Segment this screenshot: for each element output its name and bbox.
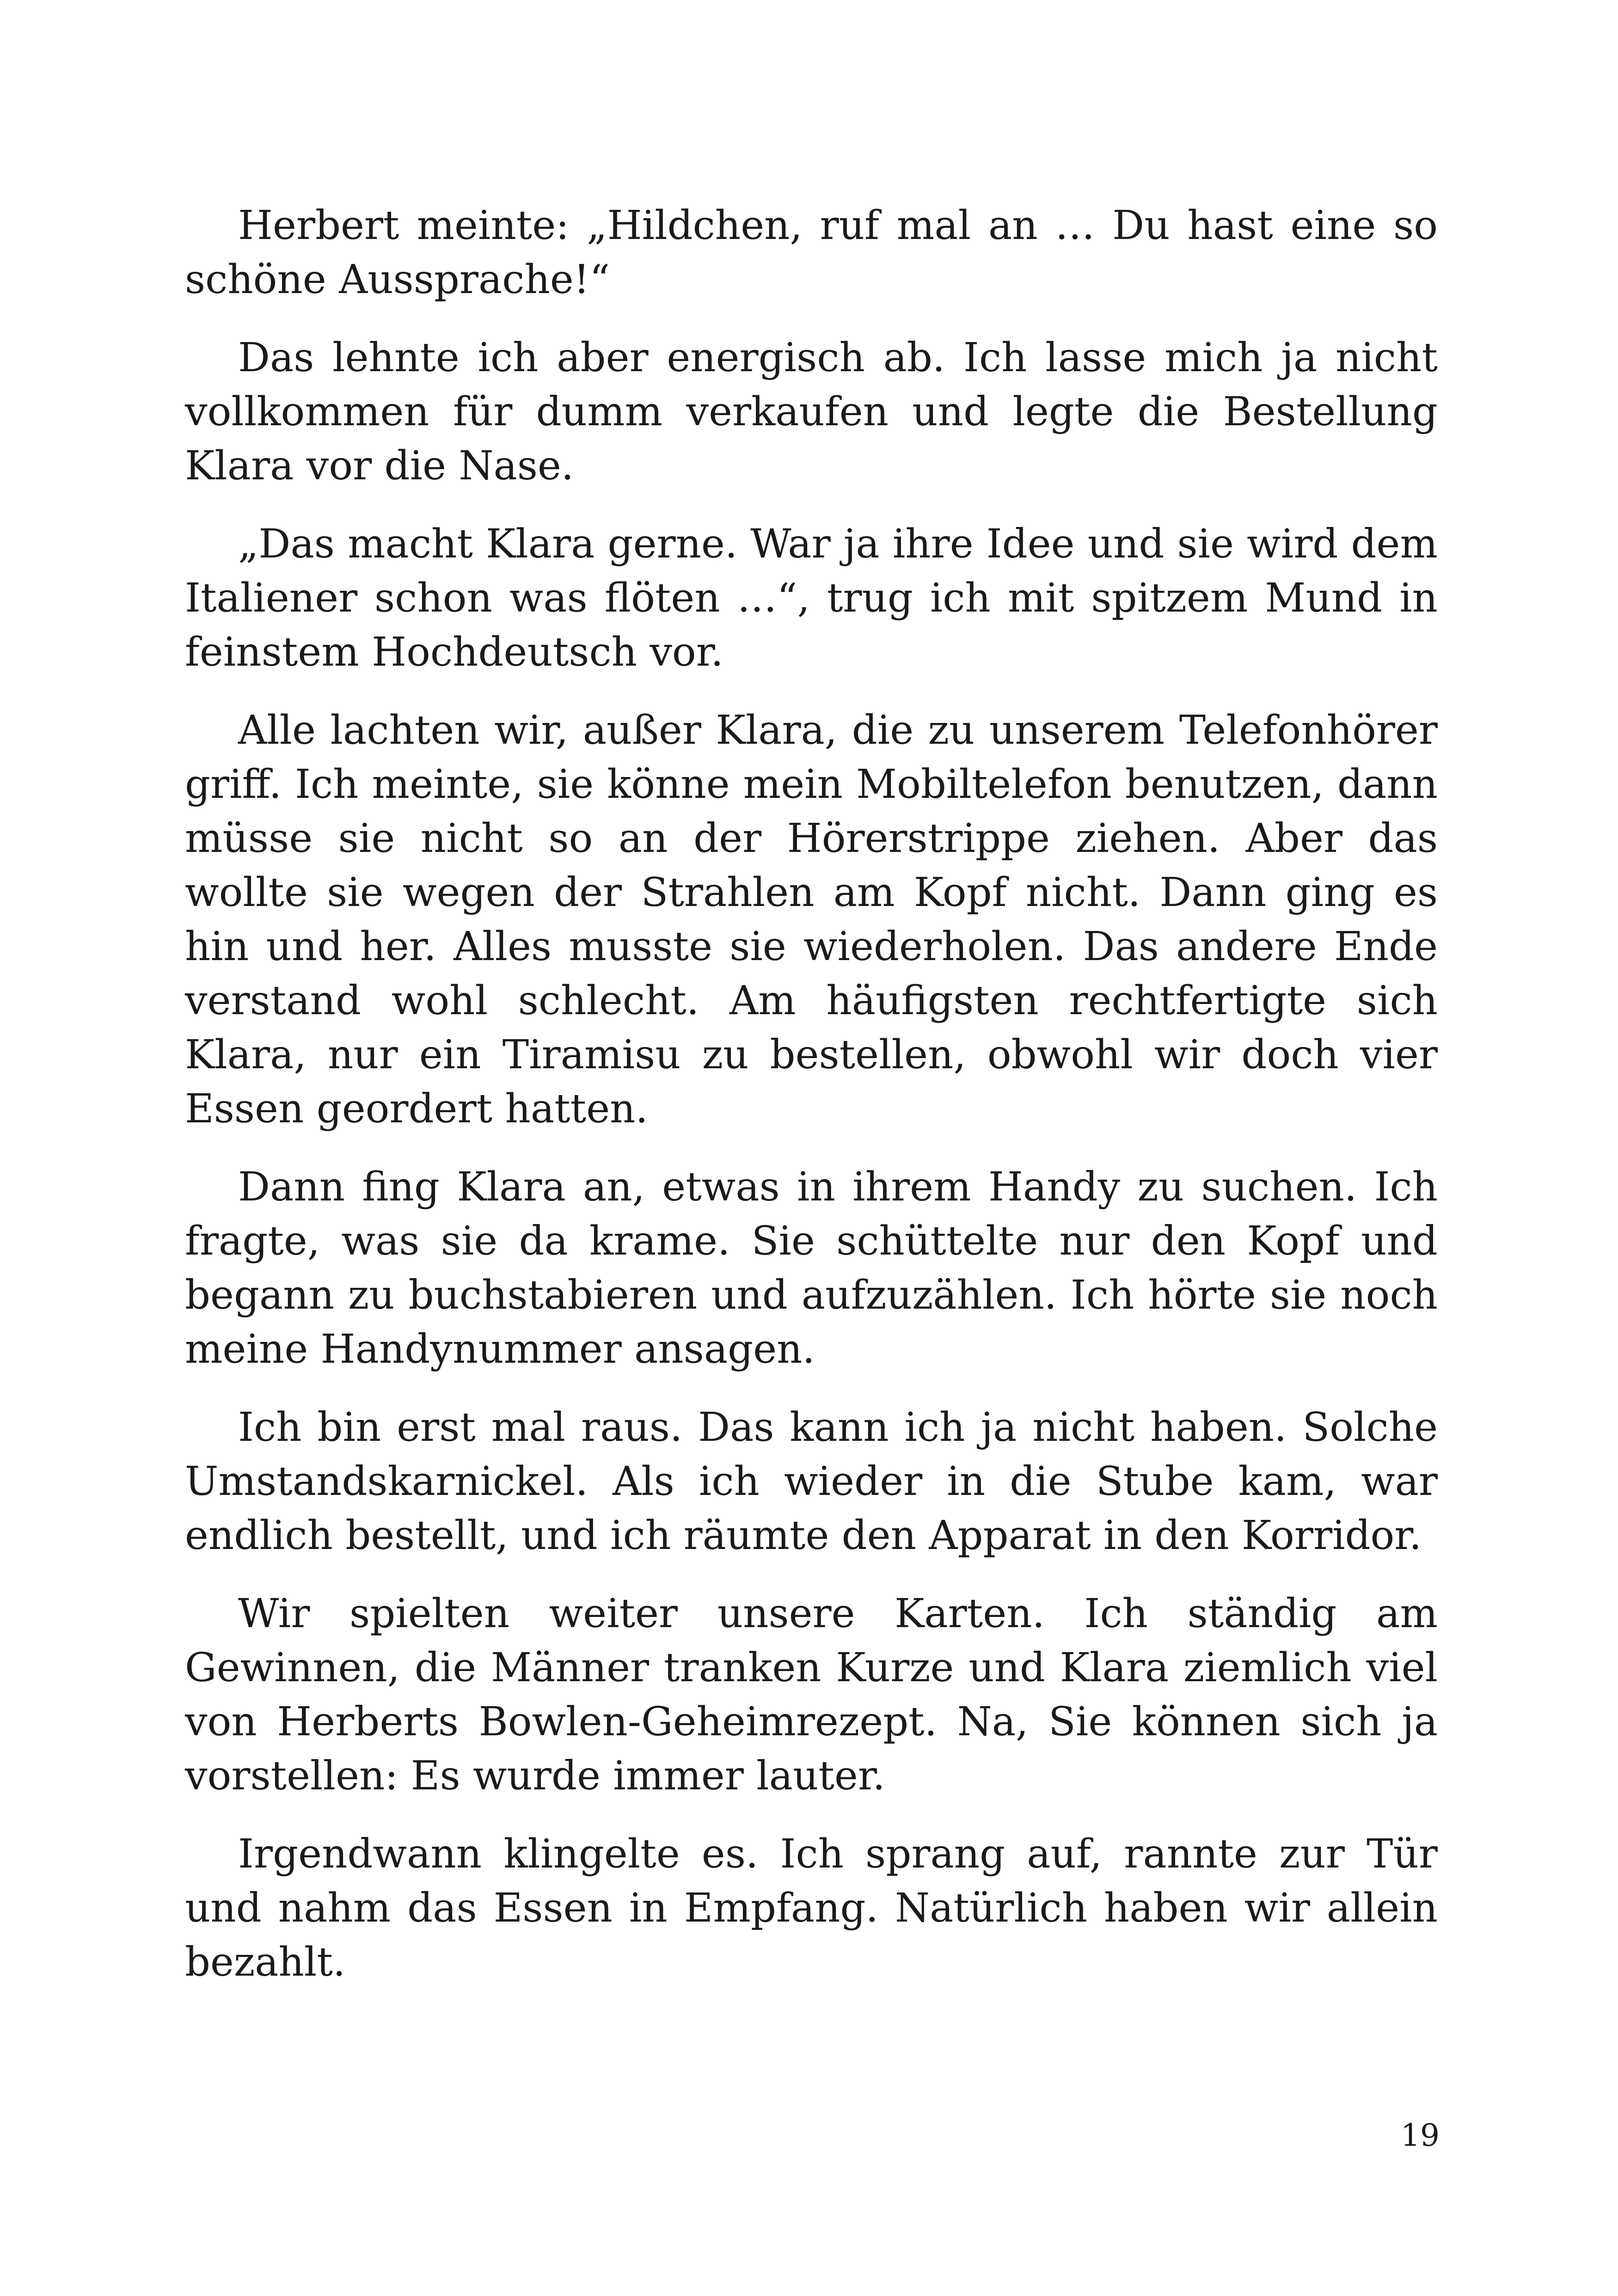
paragraph: Das lehnte ich aber energisch ab. Ich lasse mich ja nicht vollkommen für dumm verkaufen und legte die Bestellung Klara vor die Nase. [185,335,1438,489]
paragraph: „Das macht Klara gerne. War ja ihre Idee und sie wird dem Italiener schon was flöten …“, trug ich mit spitzem Mund in feinstem Hochdeutsch vor. [185,521,1438,675]
body-text [185,199,1438,2014]
paragraph: Ich bin erst mal raus. Das kann ich ja nicht haben. Solche Umstandskarnickel. Als ich wieder in die Stube kam, war endlich bestellt, und ich räumte den Apparat in den Korridor. [185,1404,1438,1559]
page-number: 19 [1401,2118,1440,2153]
paragraph: Alle lachten wir, außer Klara, die zu unserem Telefonhörer griff. Ich meinte, sie könne mein Mobiltelefon benutzen, dann müsse sie nicht so an der Hörerstrippe ziehen. Aber das wollte sie wegen der Strahlen am Kopf nicht. Dann ging es hin und her. Alles musste sie wiederholen. Das andere Ende verstand wohl schlecht. Am häufigsten rechtfertigte sich Klara, nur ein Tiramisu zu bestellen, obwohl wir doch vier Essen geordert hatten. [185,707,1438,1132]
paragraph: Herbert meinte: „Hildchen, ruf mal an … Du hast eine so schöne Aussprache!“ [185,202,1438,303]
paragraph: Wir spielten weiter unsere Karten. Ich ständig am Gewinnen, die Männer tranken Kurze und Klara ziemlich viel von Herberts Bowlen-Geheimrezept. Na, Sie können sich ja vorstellen: Es wurde immer lauter. [185,1591,1438,1799]
paragraph: Dann fing Klara an, etwas in ihrem Handy zu suchen. Ich fragte, was sie da krame. Sie schüttelte nur den Kopf und begann zu buchstabieren und aufzuzählen. Ich hörte sie noch meine Handynummer ansagen. [185,1164,1438,1372]
paragraph: Irgendwann klingelte es. Ich sprang auf, rannte zur Tür und nahm das Essen in Empfang. Natürlich haben wir allein bezahlt. [185,1831,1438,1985]
